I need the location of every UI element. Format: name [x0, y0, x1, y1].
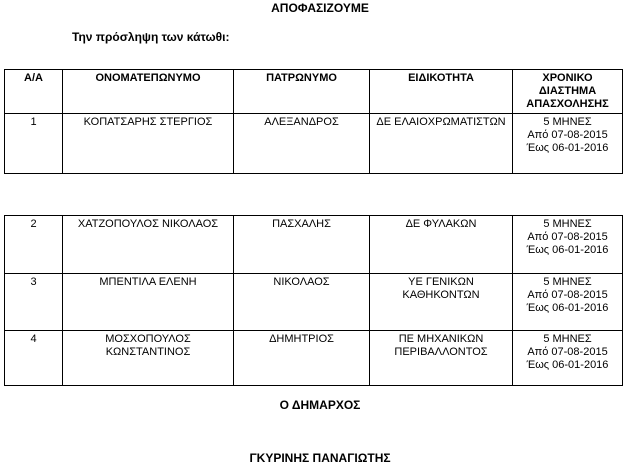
period-months: 5 ΜΗΝΕΣ	[543, 276, 592, 288]
cell-father: ΠΑΣΧΑΛΗΣ	[234, 216, 370, 274]
signer-name: ΓΚΥΡΙΝΗΣ ΠΑΝΑΓΙΩΤΗΣ	[249, 451, 391, 465]
cell-name	[63, 331, 234, 386]
period-to: Έως 06-01-2016	[526, 359, 609, 371]
cell-aa: 4	[5, 331, 63, 386]
cell-specialty	[370, 274, 513, 331]
header-aa: Α/Α	[5, 70, 63, 114]
cell-name: ΚΟΠΑΤΣΑΡΗΣ ΣΤΕΡΓΙΟΣ	[63, 114, 234, 174]
header-specialty: ΕΙΔΙΚΟΤΗΤΑ	[370, 70, 513, 114]
header-period	[513, 70, 623, 114]
period-from: Από 07-08-2015	[527, 129, 608, 141]
header-period-line1: ΧΡΟΝΙΚΟ	[542, 72, 593, 84]
intro-text: Την πρόσληψη των κάτωθι:	[72, 30, 230, 44]
cell-specialty	[370, 331, 513, 386]
specialty-line1: ΠΕ ΜΗΧΑΝΙΚΩΝ	[398, 333, 484, 345]
cell-specialty: ΔΕ ΕΛΑΙΟΧΡΩΜΑΤΙΣΤΩΝ	[370, 114, 513, 174]
header-name: ΟΝΟΜΑΤΕΠΩΝΥΜΟ	[63, 70, 234, 114]
cell-father: ΑΛΕΞΑΝΔΡΟΣ	[234, 114, 370, 174]
header-period-line2: ΔΙΑΣΤΗΜΑ	[538, 85, 597, 97]
table-row	[5, 114, 623, 174]
cell-period	[513, 274, 623, 331]
cell-aa: 3	[5, 274, 63, 331]
period-from: Από 07-08-2015	[527, 231, 608, 243]
period-to: Έως 06-01-2016	[526, 142, 609, 154]
hires-table-bottom	[4, 215, 623, 386]
specialty-line2: ΠΕΡΙΒΑΛΛΟΝΤΟΣ	[394, 346, 488, 358]
period-from: Από 07-08-2015	[527, 289, 608, 301]
specialty-line2: ΚΑΘΗΚΟΝΤΩΝ	[402, 289, 480, 301]
cell-aa: 1	[5, 114, 63, 174]
period-to: Έως 06-01-2016	[526, 244, 609, 256]
cell-father: ΔΗΜΗΤΡΙΟΣ	[234, 331, 370, 386]
cell-specialty: ΔΕ ΦΥΛΑΚΩΝ	[370, 216, 513, 274]
period-months: 5 ΜΗΝΕΣ	[543, 116, 592, 128]
cell-period	[513, 114, 623, 174]
period-months: 5 ΜΗΝΕΣ	[543, 333, 592, 345]
cell-period	[513, 331, 623, 386]
period-from: Από 07-08-2015	[527, 346, 608, 358]
mayor-title: Ο ΔΗΜΑΡΧΟΣ	[279, 398, 361, 412]
cell-name: ΧΑΤΖΟΠΟΥΛΟΣ ΝΙΚΟΛΑΟΣ	[63, 216, 234, 274]
hires-table-top	[4, 69, 623, 174]
table-row	[5, 274, 623, 331]
name-line2: ΚΩΝΣΤΑΝΤΙΝΟΣ	[105, 346, 191, 358]
cell-name: ΜΠΕΝΤΙΛΑ ΕΛΕΝΗ	[63, 274, 234, 331]
specialty-line1: ΥΕ ΓΕΝΙΚΩΝ	[408, 276, 474, 288]
cell-aa: 2	[5, 216, 63, 274]
header-period-line3: ΑΠΑΣΧΟΛΗΣΗΣ	[526, 98, 609, 110]
table-header-row	[5, 70, 623, 114]
name-line1: ΜΟΣΧΟΠΟΥΛΟΣ	[105, 333, 191, 345]
table-row	[5, 216, 623, 274]
cell-period	[513, 216, 623, 274]
decision-heading: ΑΠΟΦΑΣΙΖΟΥΜΕ	[271, 1, 369, 15]
cell-father: ΝΙΚΟΛΑΟΣ	[234, 274, 370, 331]
header-father: ΠΑΤΡΩΝΥΜΟ	[234, 70, 370, 114]
period-to: Έως 06-01-2016	[526, 302, 609, 314]
table-row	[5, 331, 623, 386]
period-months: 5 ΜΗΝΕΣ	[543, 218, 592, 230]
